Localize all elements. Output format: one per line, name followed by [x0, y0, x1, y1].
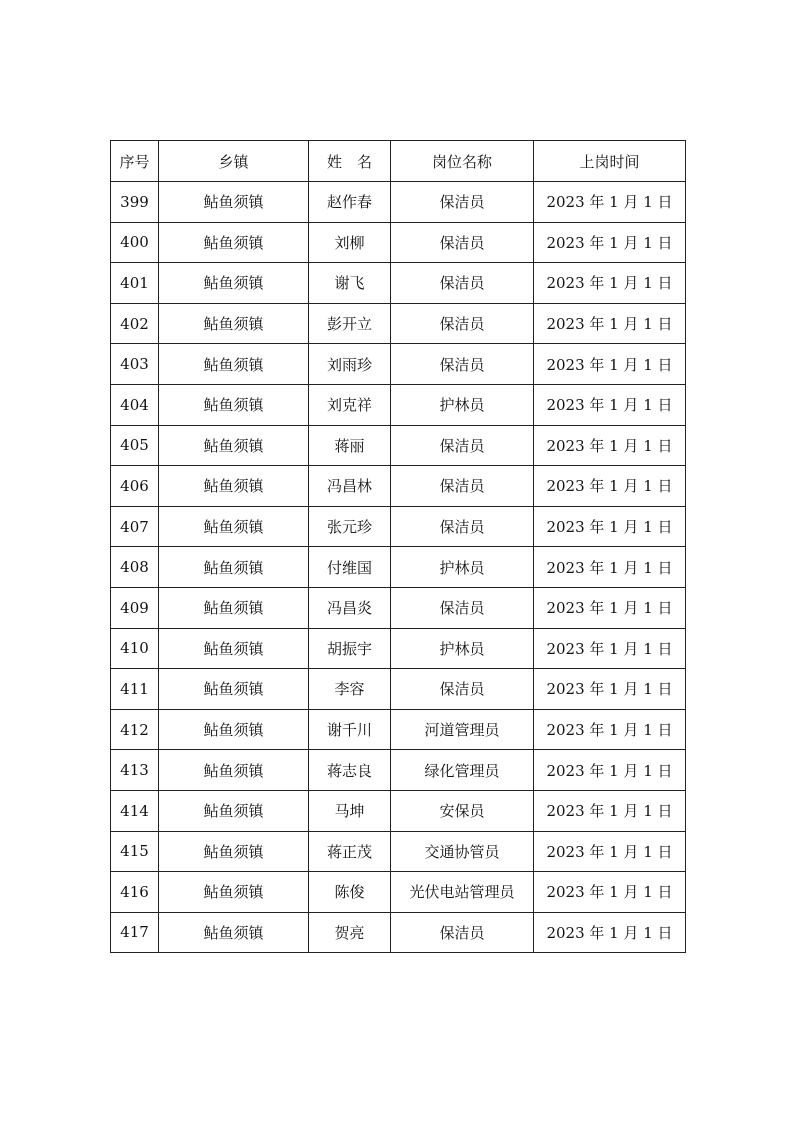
cell-town: 鲇鱼须镇 — [159, 303, 309, 344]
cell-seq: 401 — [111, 263, 159, 304]
staff-roster-table — [110, 140, 686, 953]
table-row — [111, 669, 686, 710]
cell-town: 鲇鱼须镇 — [159, 709, 309, 750]
cell-name: 贺亮 — [309, 912, 391, 953]
table-row — [111, 384, 686, 425]
table-row — [111, 344, 686, 385]
cell-seq: 405 — [111, 425, 159, 466]
cell-post: 交通协管员 — [391, 831, 534, 872]
header-row — [111, 141, 686, 182]
cell-date: 2023 年 1 月 1 日 — [534, 466, 686, 507]
table-row — [111, 872, 686, 913]
cell-town: 鲇鱼须镇 — [159, 384, 309, 425]
table-row — [111, 425, 686, 466]
cell-name: 胡振宇 — [309, 628, 391, 669]
table-row — [111, 628, 686, 669]
cell-post: 保洁员 — [391, 669, 534, 710]
cell-date: 2023 年 1 月 1 日 — [534, 547, 686, 588]
cell-seq: 416 — [111, 872, 159, 913]
cell-name: 陈俊 — [309, 872, 391, 913]
cell-post: 护林员 — [391, 384, 534, 425]
table-row — [111, 182, 686, 223]
cell-seq: 417 — [111, 912, 159, 953]
cell-name: 蒋正茂 — [309, 831, 391, 872]
cell-seq: 399 — [111, 182, 159, 223]
cell-town: 鲇鱼须镇 — [159, 872, 309, 913]
cell-date: 2023 年 1 月 1 日 — [534, 506, 686, 547]
cell-name: 刘克祥 — [309, 384, 391, 425]
cell-post: 绿化管理员 — [391, 750, 534, 791]
table-row — [111, 709, 686, 750]
cell-name: 刘柳 — [309, 222, 391, 263]
table-row — [111, 303, 686, 344]
cell-date: 2023 年 1 月 1 日 — [534, 709, 686, 750]
table-row — [111, 790, 686, 831]
cell-post: 河道管理员 — [391, 709, 534, 750]
table-row — [111, 587, 686, 628]
cell-town: 鲇鱼须镇 — [159, 263, 309, 304]
cell-name: 赵作春 — [309, 182, 391, 223]
cell-date: 2023 年 1 月 1 日 — [534, 831, 686, 872]
cell-name: 冯昌林 — [309, 466, 391, 507]
cell-date: 2023 年 1 月 1 日 — [534, 587, 686, 628]
header-seq: 序号 — [111, 141, 159, 182]
cell-post: 保洁员 — [391, 222, 534, 263]
header-date: 上岗时间 — [534, 141, 686, 182]
cell-seq: 404 — [111, 384, 159, 425]
table-body — [111, 182, 686, 953]
cell-seq: 411 — [111, 669, 159, 710]
cell-name: 冯昌炎 — [309, 587, 391, 628]
cell-name: 付维国 — [309, 547, 391, 588]
cell-seq: 408 — [111, 547, 159, 588]
cell-seq: 403 — [111, 344, 159, 385]
header-name: 姓 名 — [309, 141, 391, 182]
table-header — [111, 141, 686, 182]
cell-seq: 406 — [111, 466, 159, 507]
cell-seq: 402 — [111, 303, 159, 344]
cell-town: 鲇鱼须镇 — [159, 344, 309, 385]
cell-date: 2023 年 1 月 1 日 — [534, 628, 686, 669]
cell-town: 鲇鱼须镇 — [159, 628, 309, 669]
cell-seq: 415 — [111, 831, 159, 872]
header-post: 岗位名称 — [391, 141, 534, 182]
table-row — [111, 912, 686, 953]
cell-post: 保洁员 — [391, 344, 534, 385]
cell-post: 保洁员 — [391, 466, 534, 507]
table-row — [111, 506, 686, 547]
cell-date: 2023 年 1 月 1 日 — [534, 872, 686, 913]
cell-date: 2023 年 1 月 1 日 — [534, 222, 686, 263]
cell-seq: 400 — [111, 222, 159, 263]
cell-town: 鲇鱼须镇 — [159, 750, 309, 791]
cell-seq: 409 — [111, 587, 159, 628]
cell-date: 2023 年 1 月 1 日 — [534, 303, 686, 344]
cell-post: 护林员 — [391, 628, 534, 669]
cell-date: 2023 年 1 月 1 日 — [534, 182, 686, 223]
cell-post: 光伏电站管理员 — [391, 872, 534, 913]
cell-post: 保洁员 — [391, 587, 534, 628]
cell-town: 鲇鱼须镇 — [159, 831, 309, 872]
cell-date: 2023 年 1 月 1 日 — [534, 425, 686, 466]
cell-town: 鲇鱼须镇 — [159, 587, 309, 628]
cell-name: 马坤 — [309, 790, 391, 831]
cell-town: 鲇鱼须镇 — [159, 790, 309, 831]
cell-name: 蒋丽 — [309, 425, 391, 466]
table-row — [111, 547, 686, 588]
cell-date: 2023 年 1 月 1 日 — [534, 750, 686, 791]
header-town: 乡镇 — [159, 141, 309, 182]
cell-post: 保洁员 — [391, 182, 534, 223]
cell-date: 2023 年 1 月 1 日 — [534, 263, 686, 304]
cell-date: 2023 年 1 月 1 日 — [534, 384, 686, 425]
cell-post: 安保员 — [391, 790, 534, 831]
cell-town: 鲇鱼须镇 — [159, 547, 309, 588]
cell-date: 2023 年 1 月 1 日 — [534, 344, 686, 385]
cell-seq: 410 — [111, 628, 159, 669]
table-row — [111, 263, 686, 304]
cell-name: 谢飞 — [309, 263, 391, 304]
cell-post: 保洁员 — [391, 425, 534, 466]
table-row — [111, 831, 686, 872]
cell-name: 谢千川 — [309, 709, 391, 750]
table-row — [111, 222, 686, 263]
cell-date: 2023 年 1 月 1 日 — [534, 790, 686, 831]
cell-date: 2023 年 1 月 1 日 — [534, 669, 686, 710]
cell-seq: 413 — [111, 750, 159, 791]
cell-name: 蒋志良 — [309, 750, 391, 791]
cell-town: 鲇鱼须镇 — [159, 466, 309, 507]
cell-post: 保洁员 — [391, 506, 534, 547]
table-row — [111, 750, 686, 791]
cell-name: 李容 — [309, 669, 391, 710]
cell-seq: 412 — [111, 709, 159, 750]
cell-seq: 407 — [111, 506, 159, 547]
cell-post: 保洁员 — [391, 912, 534, 953]
cell-date: 2023 年 1 月 1 日 — [534, 912, 686, 953]
cell-post: 保洁员 — [391, 303, 534, 344]
cell-post: 保洁员 — [391, 263, 534, 304]
table-row — [111, 466, 686, 507]
cell-seq: 414 — [111, 790, 159, 831]
cell-post: 护林员 — [391, 547, 534, 588]
cell-town: 鲇鱼须镇 — [159, 425, 309, 466]
cell-town: 鲇鱼须镇 — [159, 506, 309, 547]
cell-town: 鲇鱼须镇 — [159, 222, 309, 263]
cell-town: 鲇鱼须镇 — [159, 669, 309, 710]
cell-town: 鲇鱼须镇 — [159, 912, 309, 953]
cell-name: 彭开立 — [309, 303, 391, 344]
cell-name: 张元珍 — [309, 506, 391, 547]
cell-town: 鲇鱼须镇 — [159, 182, 309, 223]
cell-name: 刘雨珍 — [309, 344, 391, 385]
